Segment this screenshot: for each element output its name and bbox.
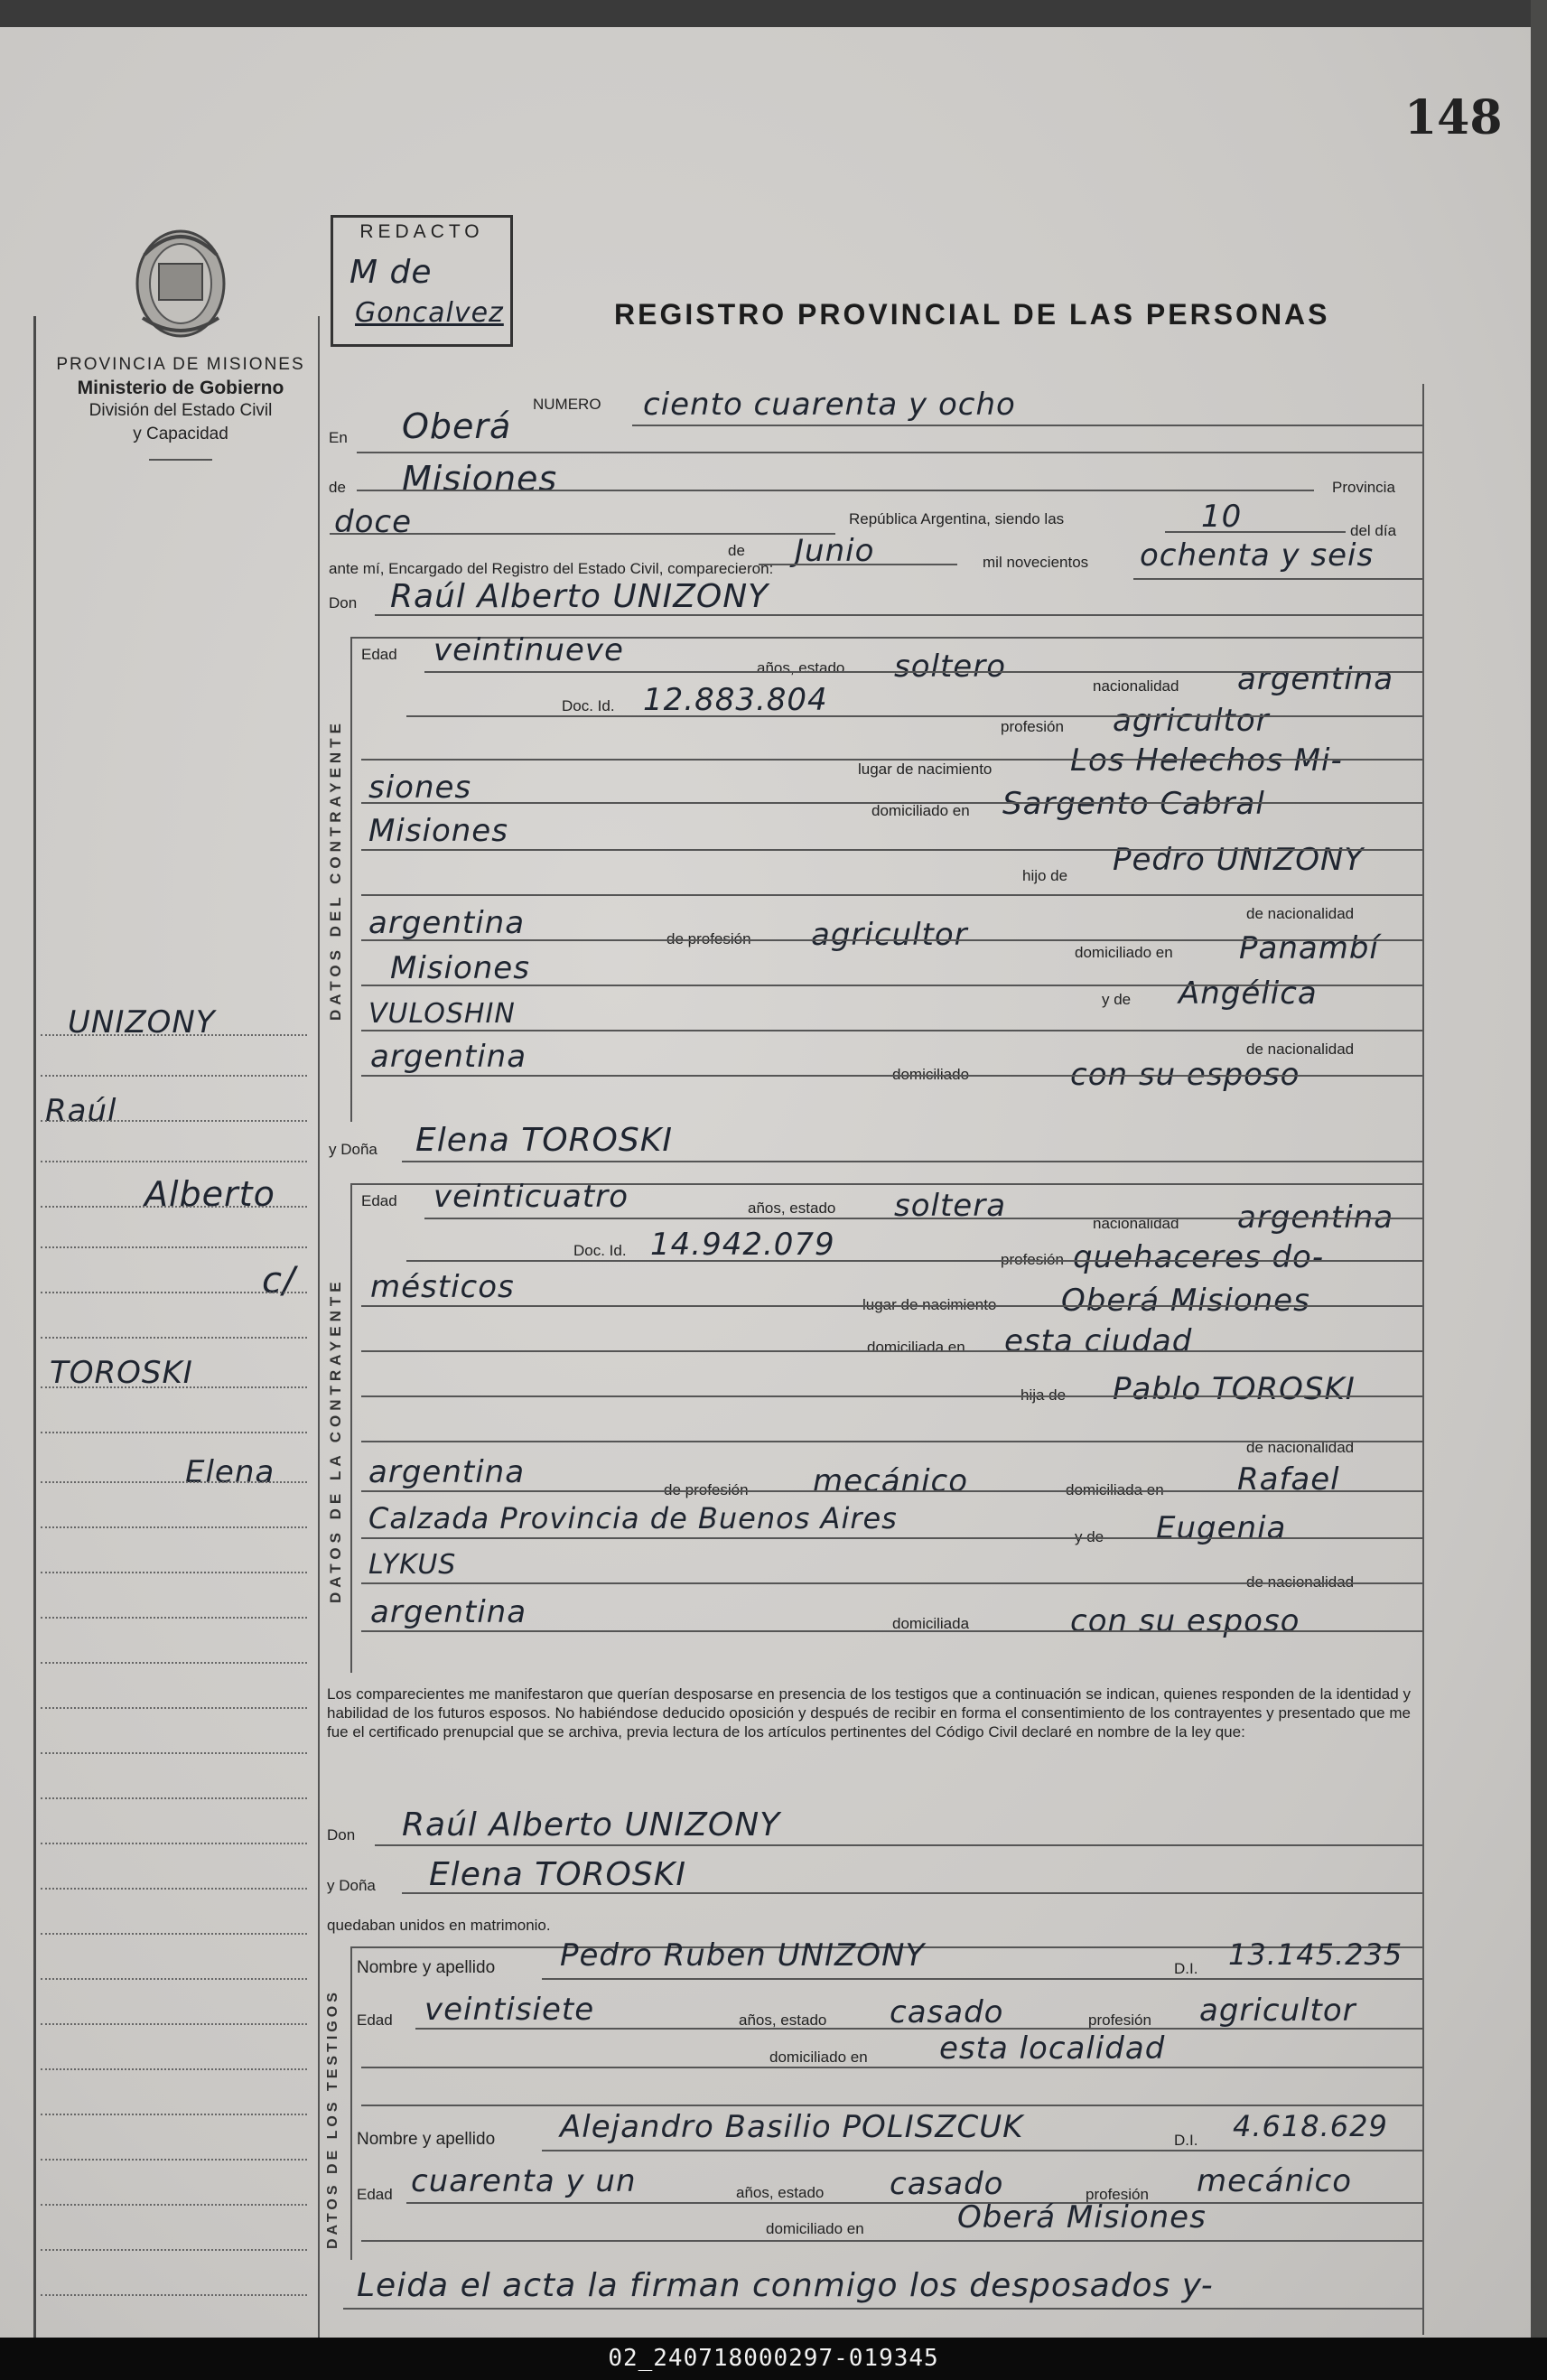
groom-y-de-label: y de bbox=[1102, 991, 1132, 1008]
groom-doc-label: Doc. Id. bbox=[562, 697, 615, 714]
scan-identifier: 02_240718000297-019345 bbox=[0, 2338, 1547, 2380]
bride-madre-nac: argentina bbox=[370, 1594, 527, 1630]
stamp-line-2: Goncalvez bbox=[355, 297, 504, 329]
witnesses-side-label: DATOS DE LOS TESTIGOS bbox=[325, 1989, 340, 2249]
groom-madre-dom: con su esposo bbox=[1070, 1057, 1300, 1093]
witness1-edad: veintisiete bbox=[424, 1992, 595, 2028]
bride-doc: 14.942.079 bbox=[650, 1227, 835, 1263]
groom-profesion-label: profesión bbox=[1001, 718, 1064, 735]
union-dona: Elena TOROSKI bbox=[429, 1856, 686, 1893]
republica-label: República Argentina, siendo las bbox=[849, 510, 1065, 527]
stamp-title: REDACTO bbox=[359, 221, 484, 242]
page-number: 148 bbox=[1404, 90, 1503, 145]
bride-nacionalidad: argentina bbox=[1237, 1199, 1394, 1236]
margin-surname-groom: UNIZONY bbox=[68, 1004, 216, 1041]
witness1-di-label: D.I. bbox=[1174, 1960, 1198, 1977]
groom-domicilio-1: Sargento Cabral bbox=[1002, 786, 1265, 822]
groom-madre-nac-label: de nacionalidad bbox=[1246, 1041, 1355, 1058]
groom-padre-prof-label: de profesión bbox=[666, 930, 751, 947]
witness2-di-label: D.I. bbox=[1174, 2132, 1198, 2149]
bride-madre-nac-label: de nacionalidad bbox=[1246, 1573, 1355, 1591]
bride-side-label: DATOS DE LA CONTRAYENTE bbox=[327, 1277, 344, 1603]
witness2-edad: cuarenta y un bbox=[411, 2163, 637, 2199]
groom-padre-dom-label: domiciliado en bbox=[1075, 944, 1173, 961]
groom-doc: 12.883.804 bbox=[643, 682, 828, 718]
province-name: PROVINCIA DE MISIONES bbox=[56, 355, 305, 374]
groom-padre-dom-2: Misiones bbox=[390, 950, 530, 986]
margin-connector: c/ bbox=[262, 1260, 296, 1302]
groom-lugar-nac-label: lugar de nacimiento bbox=[858, 761, 993, 778]
registry-title: REGISTRO PROVINCIAL DE LAS PERSONAS bbox=[614, 298, 1330, 331]
bride-padre-prof-label: de profesión bbox=[664, 1481, 749, 1498]
acta-provincia: Misiones bbox=[402, 459, 558, 499]
groom-profesion: agricultor bbox=[1113, 703, 1270, 739]
provincial-crest-seal bbox=[126, 219, 235, 345]
en-label: En bbox=[329, 429, 348, 446]
bride-domicilio-label: domiciliada en bbox=[867, 1339, 965, 1356]
bride-padre-dom-2: Calzada Provincia de Buenos Aires bbox=[368, 1501, 898, 1535]
acta-numero: ciento cuarenta y ocho bbox=[643, 387, 1016, 423]
margin-firstname-groom: Raúl bbox=[45, 1093, 117, 1129]
groom-padre-dom-1: Panambí bbox=[1239, 930, 1379, 966]
union-dona-label: y Doña bbox=[327, 1877, 376, 1894]
witness1-edad-label: Edad bbox=[357, 2011, 393, 2029]
witness2-profesion: mecánico bbox=[1197, 2163, 1353, 2199]
left-margin-rule bbox=[33, 316, 36, 2339]
de-label: de bbox=[329, 479, 346, 496]
bride-padre-dom-1: Rafael bbox=[1237, 1461, 1340, 1498]
mil-novecientos-label: mil novecientos bbox=[983, 554, 1089, 571]
bride-madre-1: Eugenia bbox=[1156, 1510, 1287, 1546]
ministry-name: Ministerio de Gobierno bbox=[77, 378, 284, 398]
del-dia-label: del día bbox=[1350, 522, 1397, 539]
groom-edad-label: Edad bbox=[361, 646, 397, 663]
witness2-nombre-label: Nombre y apellido bbox=[357, 2130, 496, 2149]
bride-edad: veinticuatro bbox=[433, 1179, 629, 1215]
witness2-domicilio-label: domiciliado en bbox=[766, 2220, 864, 2237]
witness1-nombre: Pedro Ruben UNIZONY bbox=[560, 1937, 926, 1974]
union-don-label: Don bbox=[327, 1826, 356, 1843]
groom-estado: soltero bbox=[894, 649, 1006, 685]
witness1-domicilio-label: domiciliado en bbox=[769, 2049, 868, 2066]
groom-hijo-label: hijo de bbox=[1022, 867, 1068, 884]
closing-text: Leida el acta la firman conmigo los desposados y- bbox=[357, 2267, 1214, 2304]
acta-anio: ochenta y seis bbox=[1140, 537, 1375, 574]
witness2-estado: casado bbox=[890, 2166, 1004, 2202]
groom-side-label: DATOS DEL CONTRAYENTE bbox=[327, 719, 344, 1021]
stamp-line-1: M de bbox=[349, 254, 433, 291]
scan-right-edge bbox=[1531, 0, 1547, 2380]
groom-domicilio-label: domiciliado en bbox=[871, 802, 970, 819]
witness2-profesion-label: profesión bbox=[1086, 2186, 1149, 2203]
groom-lugar-nac-2: siones bbox=[368, 770, 472, 806]
groom-domicilio-2: Misiones bbox=[368, 813, 508, 849]
margin-surname-bride: TOROSKI bbox=[50, 1355, 193, 1391]
groom-nacionalidad: argentina bbox=[1237, 661, 1394, 697]
groom-madre-2: VULOSHIN bbox=[368, 998, 516, 1030]
witness1-estado: casado bbox=[890, 1994, 1004, 2030]
bride-padre-prof: mecánico bbox=[813, 1463, 969, 1499]
bride-estado: soltera bbox=[894, 1188, 1007, 1224]
contrayente-nombre: Raúl Alberto UNIZONY bbox=[390, 578, 769, 615]
groom-padre-prof: agricultor bbox=[811, 917, 968, 953]
witness2-edad-label: Edad bbox=[357, 2186, 393, 2203]
witness1-nombre-label: Nombre y apellido bbox=[357, 1958, 496, 1977]
union-don: Raúl Alberto UNIZONY bbox=[402, 1806, 781, 1843]
acta-lugar: Oberá bbox=[402, 406, 512, 446]
quedaban-text: quedaban unidos en matrimonio. bbox=[327, 1917, 551, 1934]
groom-padre-nac: argentina bbox=[368, 905, 526, 941]
bride-domicilio: esta ciudad bbox=[1004, 1323, 1193, 1359]
bride-profesion-2: mésticos bbox=[370, 1269, 515, 1305]
division-name: División del Estado Civil bbox=[89, 401, 273, 420]
bride-nacionalidad-label: nacionalidad bbox=[1093, 1215, 1179, 1232]
declaration-text: Los comparecientes me manifestaron que querían desposarse en presencia de los testigos que a continuación se indican, quienes responden de la identidad y habilidad de los futuros esposos. No habiéndose deducido oposición y después de recibir en forma el consentimiento de los contrayentes y presentado que me fue el certificado prenupcial que se archiva, previa lectura de los artículos pertinentes del Código Civil declaré en nombre de la ley que: bbox=[327, 1685, 1411, 1741]
provincia-label: Provincia bbox=[1332, 479, 1395, 496]
witness2-anos-estado-label: años, estado bbox=[736, 2184, 825, 2201]
witness1-di: 13.145.235 bbox=[1228, 1937, 1403, 1972]
bride-lugar-nac-label: lugar de nacimiento bbox=[862, 1296, 997, 1313]
bride-padre-dom-label: domiciliada en bbox=[1066, 1481, 1164, 1498]
bride-madre-dom: con su esposo bbox=[1070, 1603, 1300, 1639]
groom-lugar-nac-1: Los Helechos Mi- bbox=[1070, 742, 1343, 779]
de-mes-label: de bbox=[728, 542, 745, 559]
margin-separator bbox=[318, 316, 320, 2339]
don-label: Don bbox=[329, 594, 358, 611]
bride-profesion-1: quehaceres do- bbox=[1073, 1239, 1325, 1275]
witness2-di: 4.618.629 bbox=[1233, 2109, 1388, 2143]
bride-profesion-label: profesión bbox=[1001, 1251, 1064, 1268]
groom-padre: Pedro UNIZONY bbox=[1113, 842, 1365, 878]
witness1-profesion: agricultor bbox=[1199, 1993, 1356, 2029]
groom-madre-1: Angélica bbox=[1179, 975, 1318, 1012]
bride-y-de-label: y de bbox=[1075, 1528, 1104, 1545]
redacto-stamp bbox=[331, 215, 513, 347]
bride-anos-estado-label: años, estado bbox=[748, 1199, 836, 1217]
margin-middlename-groom: Alberto bbox=[144, 1174, 275, 1214]
groom-padre-nac-label: de nacionalidad bbox=[1246, 905, 1355, 922]
witness2-nombre: Alejandro Basilio POLISZCUK bbox=[560, 2109, 1024, 2145]
bride-doc-label: Doc. Id. bbox=[573, 1242, 627, 1259]
bride-madre-dom-label: domiciliada bbox=[892, 1615, 970, 1632]
ante-mi-label: ante mí, Encargado del Registro del Estado Civil, comparecieron: bbox=[329, 560, 774, 577]
dona-label: y Doña bbox=[329, 1141, 377, 1158]
groom-madre-nac: argentina bbox=[370, 1039, 527, 1075]
bride-padre-nac-label: de nacionalidad bbox=[1246, 1439, 1355, 1456]
header-divider bbox=[149, 459, 212, 461]
groom-nacionalidad-label: nacionalidad bbox=[1093, 677, 1179, 695]
witness1-domicilio: esta localidad bbox=[939, 2030, 1166, 2067]
witness1-profesion-label: profesión bbox=[1088, 2011, 1151, 2029]
document-sheet bbox=[0, 27, 1535, 2339]
acta-dia: doce bbox=[334, 504, 412, 540]
capacity-name: y Capacidad bbox=[133, 425, 228, 443]
acta-mes: Junio bbox=[795, 533, 875, 569]
margin-firstname-bride: Elena bbox=[185, 1454, 275, 1490]
bride-lugar-nac: Oberá Misiones bbox=[1061, 1283, 1310, 1319]
groom-edad: veintinueve bbox=[433, 632, 624, 668]
groom-anos-estado-label: años, estado bbox=[757, 659, 845, 677]
groom-madre-dom-label: domiciliado bbox=[892, 1066, 970, 1083]
bride-padre: Pablo TOROSKI bbox=[1113, 1371, 1356, 1407]
bride-edad-label: Edad bbox=[361, 1192, 397, 1209]
witness2-domicilio: Oberá Misiones bbox=[957, 2199, 1207, 2235]
numero-label: NUMERO bbox=[533, 396, 601, 413]
contrayente-f-nombre: Elena TOROSKI bbox=[415, 1122, 673, 1159]
bride-madre-2: LYKUS bbox=[368, 1549, 457, 1581]
acta-hora: 10 bbox=[1201, 499, 1243, 535]
bride-padre-nac: argentina bbox=[368, 1454, 526, 1490]
bride-hija-label: hija de bbox=[1020, 1386, 1067, 1404]
witness1-anos-estado-label: años, estado bbox=[739, 2011, 827, 2029]
